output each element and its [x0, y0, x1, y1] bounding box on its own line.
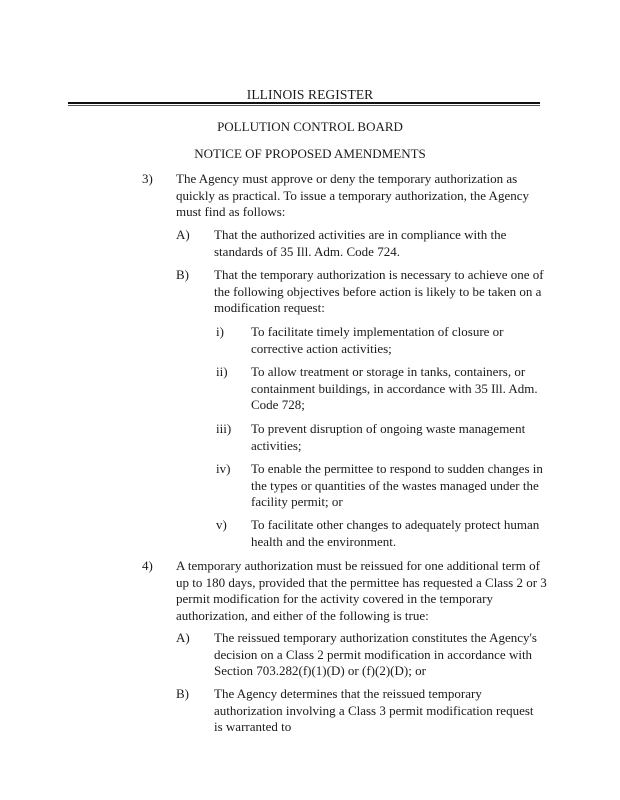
section-3-b-v-label: v)	[216, 517, 227, 532]
section-3-a-label: A)	[176, 227, 190, 242]
section-3-b-iii-label: iii)	[216, 421, 232, 436]
section-4-a-label: A)	[176, 630, 190, 645]
section-3-b-iv-label: iv)	[216, 461, 231, 476]
section-3-b-iii-text: To prevent disruption of ongoing waste management activities;	[251, 421, 526, 453]
register-title: ILLINOIS REGISTER	[246, 87, 374, 102]
section-3-a-text: That the authorized activities are in compliance with the standards of 35 Ill. Adm. Code 724.	[214, 227, 507, 259]
section-4-b-label: B)	[176, 686, 189, 701]
section-3-b-iv-text: To enable the permittee to respond to sudden changes in the types or quantities of the wastes managed under the facility permit; or	[251, 461, 543, 509]
section-3-b-ii-label: ii)	[216, 364, 228, 379]
board-name: POLLUTION CONTROL BOARD	[217, 119, 403, 134]
section-4-text: A temporary authorization must be reissued for one additional term of up to 180 days, provided that the permittee has requested a Class 2 or 3 permit modification for the activity covered in the temporary authorization, and either of the following is true:	[176, 558, 547, 623]
section-3-b-text: That the temporary authorization is necessary to achieve one of the following objectives before action is likely to be taken on a modification request:	[214, 267, 544, 315]
section-4-number: 4)	[142, 558, 153, 573]
section-3-b-ii-text: To allow treatment or storage in tanks, containers, or containment buildings, in accordance with 35 Ill. Adm. Code 728;	[251, 364, 538, 412]
section-3-b-i-text: To facilitate timely implementation of closure or corrective action activities;	[251, 324, 504, 356]
section-4-a-text: The reissued temporary authorization constitutes the Agency's decision on a Class 2 permit modification in accordance with Section 703.282(f)(1)(D) or (f)(2)(D); or	[214, 630, 537, 678]
section-3-b-i-label: i)	[216, 324, 224, 339]
section-3-text: The Agency must approve or deny the temporary authorization as quickly as practical. To issue a temporary authorization, the Agency must find as follows:	[176, 171, 529, 219]
header-rule	[68, 102, 540, 104]
section-3-number: 3)	[142, 171, 153, 186]
header-rule-thin	[68, 105, 540, 106]
section-4-b-text: The Agency determines that the reissued temporary authorization involving a Class 3 permit modification request is warranted to	[214, 686, 534, 734]
section-3-b-v-text: To facilitate other changes to adequately protect human health and the environment.	[251, 517, 540, 549]
notice-title: NOTICE OF PROPOSED AMENDMENTS	[194, 146, 426, 161]
section-3-b-label: B)	[176, 267, 189, 282]
